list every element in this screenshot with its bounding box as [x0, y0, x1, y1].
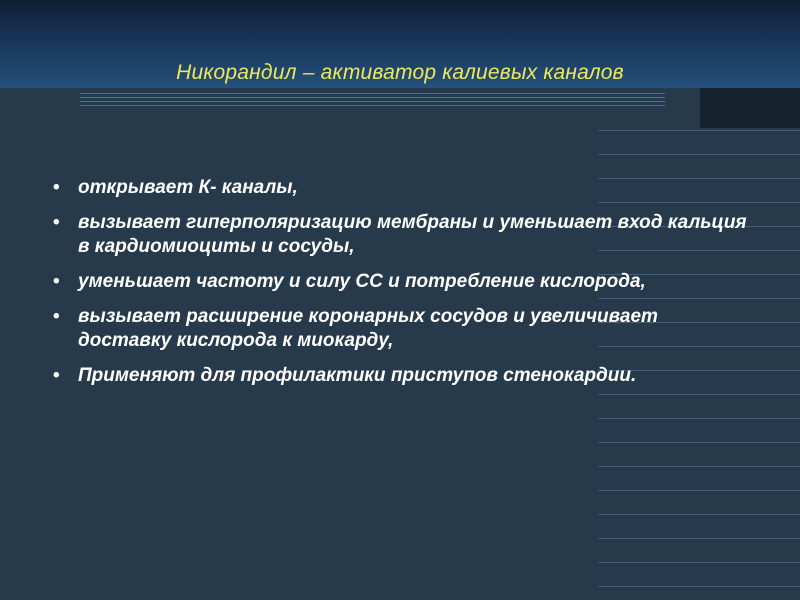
bullet-icon: • [53, 212, 60, 233]
bullet-item [50, 364, 750, 388]
bullet-item [50, 211, 750, 259]
bullet-item [50, 176, 750, 200]
bullet-text: открывает К- каналы, [78, 177, 298, 198]
bullet-icon: • [53, 365, 60, 386]
bullet-text: вызывает расширение коронарных сосудов и увеличивает доставку кислорода к миокарду, [78, 306, 658, 351]
bullet-text: уменьшает частоту и силу СС и потребление кислорода, [78, 271, 646, 292]
decorative-dark-block [700, 88, 800, 128]
bullet-item [50, 305, 750, 353]
bullet-item [50, 270, 750, 294]
bullet-list [50, 176, 750, 399]
bullet-icon: • [53, 271, 60, 292]
bullet-icon: • [53, 177, 60, 198]
slide-title: Никорандил – активатор калиевых каналов [176, 61, 624, 84]
bullet-text: Применяют для профилактики приступов стенокардии. [78, 365, 637, 386]
bullet-text: вызывает гиперполяризацию мембраны и уменьшает вход кальция в кардиомиоциты и сосуды, [78, 212, 747, 257]
bullet-icon: • [53, 306, 60, 327]
decorative-lines-top [80, 92, 665, 108]
